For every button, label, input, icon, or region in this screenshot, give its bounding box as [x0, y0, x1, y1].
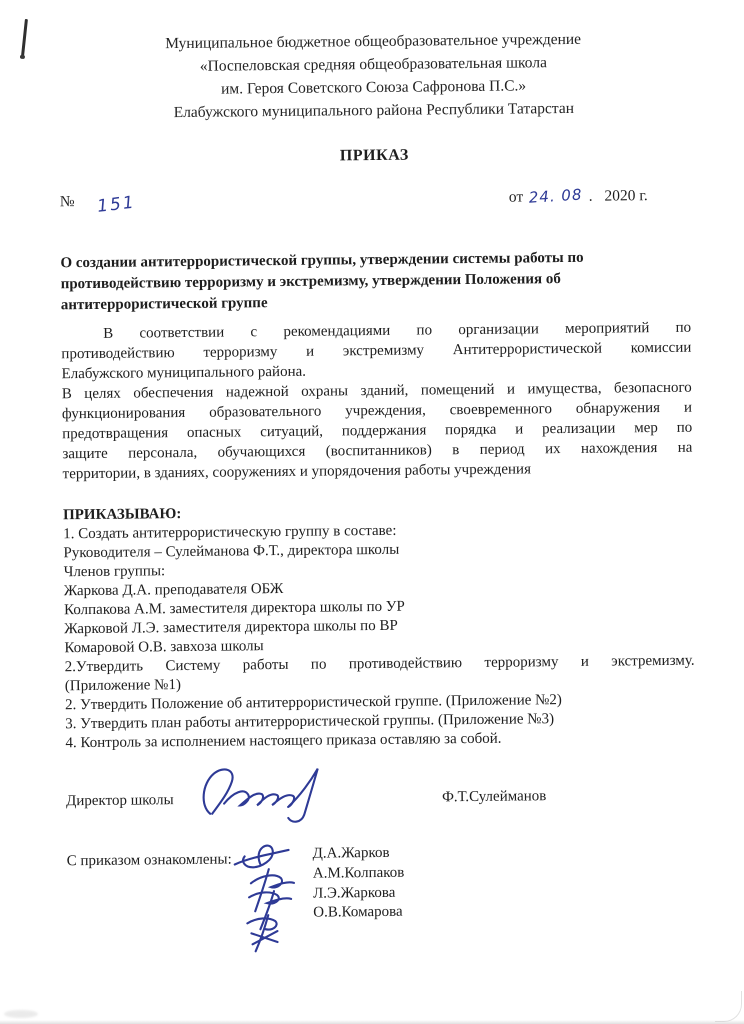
paragraph-line: противодействию терроризму и экстремизму Антитеррористической комиссии: [61, 339, 692, 363]
director-role-label: Директор школы: [65, 792, 174, 810]
resolution-item: 2.Утвердить Систему работы по противодействию терроризму и экстремизму.: [64, 652, 695, 676]
handwritten-order-number: 151: [95, 192, 137, 217]
pen-stroke-artifact: [21, 19, 28, 56]
number-label: №: [59, 193, 75, 211]
date-dot: .: [588, 187, 593, 205]
resolution-item: 3. Утвердить план работы антитеррористической группы. (Приложение №3): [65, 711, 555, 733]
date-year: 2020 г.: [604, 187, 648, 205]
director-signature-row: [66, 773, 696, 826]
acknowledgment-names: [313, 844, 405, 924]
letterhead: [58, 27, 689, 126]
paragraph-line: Елабужского муниципального района.: [61, 363, 307, 383]
order-subject: [60, 247, 691, 317]
ack-name: А.М.Колпаков: [312, 864, 405, 882]
list-item: Жарковой Л.Э. заместителя директора школы по ВР: [64, 617, 398, 638]
resolution-item: 2. Утвердить Положение об антитеррористической группе. (Приложение №2): [64, 692, 562, 714]
list-item: Руководителя – Сулейманова Ф.Т., директора школы: [63, 541, 400, 562]
group-composition-list: [63, 519, 694, 659]
letterhead-line: Муниципальное бюджетное общеобразовательное учреждение: [165, 30, 582, 53]
list-item: Жаркова Д.А. преподавателя ОБЖ: [63, 580, 284, 600]
date-prefix: от: [508, 188, 524, 206]
paragraph-line: В целях обеспечения надежной охраны зданий, помещений и имущества, безопасного: [61, 379, 692, 403]
resolution-items: [65, 652, 696, 754]
preamble-paragraph-2: [62, 378, 693, 485]
scan-corner-artifact: [715, 991, 742, 1022]
list-item: 1. Создать антитеррористическую группу в составе:: [63, 522, 397, 543]
list-item: Колпакова А.М. заместителя директора школы по УР: [63, 598, 405, 619]
director-signature: [194, 760, 345, 828]
acknowledgment-block: [66, 837, 697, 954]
letterhead-line: «Поспеловская средняя общеобразовательная школа: [199, 54, 547, 75]
letterhead-line: им. Героя Советского Союза Сафронова П.С.»: [220, 77, 527, 98]
list-item: Членов группы:: [63, 563, 166, 581]
order-number: [59, 191, 137, 217]
director-name: Ф.Т.Сулейманов: [441, 788, 547, 806]
acknowledgment-signatures: [226, 837, 315, 956]
preamble-paragraph-1: [61, 318, 692, 385]
handwritten-date: 24. 08: [528, 185, 584, 207]
document-content: [58, 27, 698, 954]
document-title: ПРИКАЗ: [339, 146, 409, 165]
subject-line: антитеррористической группе: [60, 295, 268, 314]
paragraph-line: функционирования образовательного учреждения, своевременного обнаружения и: [61, 399, 693, 423]
order-date: [509, 185, 648, 207]
letterhead-line: Елабужского муниципального района Республики Татарстан: [173, 99, 575, 122]
paragraph-line: территории, в зданиях, сооружениях и упорядочения работы учреждения: [62, 461, 532, 483]
paragraph-line: В соответствии с рекомендациями по организации мероприятий по: [103, 319, 692, 342]
resolution-item: 4. Контроль за исполнением настоящего приказа оставляю за собой.: [65, 730, 502, 752]
list-item: Комаровой О.В. завхоза школы: [64, 638, 264, 657]
paragraph-line: предотвращения опасных ситуаций, поддержания порядка и реализации мер по: [62, 419, 693, 443]
scan-bottom-edge: [0, 1020, 744, 1024]
paragraph-line: защите персонала, обучающихся (воспитанников) в период их нахождения на: [62, 439, 693, 463]
order-heading: ПРИКАЗЫВАЮ:: [62, 506, 182, 524]
ack-name: О.В.Комарова: [313, 904, 403, 922]
acknowledgment-label: С приказом ознакомлены:: [66, 851, 232, 870]
number-date-row: [60, 185, 690, 222]
ack-name: Л.Э.Жаркова: [312, 884, 396, 902]
resolution-item-tail: (Приложение №1): [64, 677, 181, 695]
subject-line: противодействию терроризму и экстремизму, утверждении Положения об: [60, 271, 561, 293]
subject-line: О создании антитеррористической группы, утверждении системы работы по: [60, 249, 584, 272]
scan-smudge-artifact: [4, 1010, 38, 1018]
ack-name: Д.А.Жарков: [312, 844, 390, 862]
